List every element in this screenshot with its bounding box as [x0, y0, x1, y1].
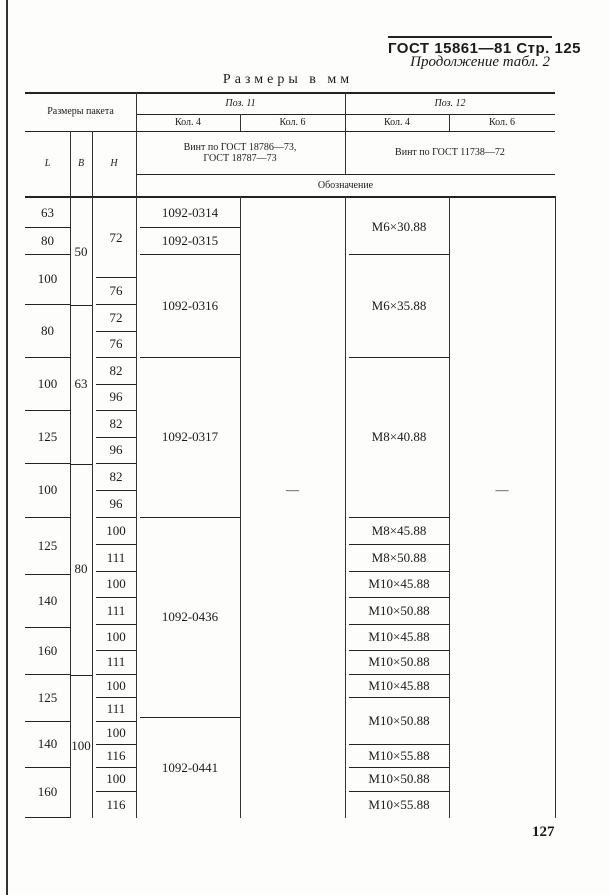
- L-value: 160: [25, 768, 70, 818]
- screw-value: M10×55.88: [349, 745, 449, 768]
- H-value: 76: [96, 278, 136, 305]
- empty-dash: —: [495, 481, 509, 497]
- qty6-header: Кол. 6: [279, 117, 306, 128]
- column-divider: [345, 196, 346, 818]
- pos11-header: Поз. 11: [225, 97, 256, 109]
- L-value: 80: [25, 305, 70, 358]
- screw-spec-header: Винт по ГОСТ 11738—72: [395, 147, 505, 158]
- B-value: 100: [71, 738, 91, 754]
- screw-value: M10×55.88: [368, 796, 430, 812]
- H-value: 82: [96, 411, 136, 438]
- L-value: 125: [25, 411, 70, 464]
- H-value: 72: [96, 200, 136, 278]
- designation-value: 1092-0436: [140, 518, 240, 718]
- L-value: 160: [25, 628, 70, 675]
- L-value: 140: [25, 722, 70, 768]
- L-value: 63: [25, 200, 70, 228]
- H-value: 116: [96, 745, 136, 768]
- H-value: 100: [96, 572, 136, 598]
- column-divider: [92, 131, 93, 818]
- empty-dash: —: [286, 481, 299, 497]
- header-rule: [388, 36, 552, 38]
- H-value: 100: [96, 768, 136, 792]
- H-header: H: [110, 158, 118, 169]
- standard-header: ГОСТ 15861—81 Стр. 125: [388, 40, 582, 57]
- L-header: L: [44, 158, 51, 169]
- screw-value: M10×45.88: [349, 675, 449, 698]
- column-divider: [136, 92, 137, 818]
- designation-value: 1092-0316: [140, 255, 240, 358]
- screw-value: M10×45.88: [349, 625, 449, 651]
- B-value: 63: [74, 376, 88, 392]
- H-value: 72: [96, 305, 136, 332]
- H-value: 100: [96, 722, 136, 745]
- H-value: 116: [106, 796, 126, 812]
- qty6-header: Кол. 6: [488, 117, 516, 128]
- designation-value: 1092-0441: [161, 759, 219, 775]
- designation-value: 1092-0317: [140, 358, 240, 518]
- designation-value: 1092-0314: [140, 200, 240, 228]
- screw-value: M10×50.88: [349, 768, 449, 792]
- L-value: 100: [25, 464, 70, 518]
- H-value: 100: [96, 518, 136, 545]
- header-bottom-rule: [25, 196, 555, 198]
- screw-value: M8×40.88: [349, 358, 449, 518]
- H-value: 96: [96, 438, 136, 464]
- L-value: 125: [25, 675, 70, 722]
- L-value: 80: [25, 228, 70, 255]
- units-caption: Размеры в мм: [222, 72, 354, 87]
- H-value: 111: [96, 545, 136, 572]
- H-value: 100: [96, 625, 136, 651]
- B-value: 80: [74, 561, 88, 577]
- H-value: 96: [96, 385, 136, 411]
- H-value: 111: [96, 598, 136, 625]
- screw-value: M6×30.88: [349, 200, 449, 255]
- L-value: 100: [25, 358, 70, 411]
- H-value: 111: [96, 698, 136, 722]
- column-divider: [555, 196, 556, 818]
- H-value: 82: [96, 358, 136, 385]
- screw-value: M10×50.88: [349, 651, 449, 675]
- L-value: 140: [25, 575, 70, 628]
- screw-value: M6×35.88: [349, 255, 449, 358]
- screw-value: M8×45.88: [349, 518, 449, 545]
- H-value: 82: [96, 464, 136, 491]
- designation-value: 1092-0315: [140, 228, 240, 255]
- H-value: 76: [96, 332, 136, 358]
- B-header: B: [77, 158, 85, 169]
- screw-value: M10×45.88: [349, 572, 449, 598]
- L-value: 125: [25, 518, 70, 575]
- screw-value: M8×50.88: [349, 545, 449, 572]
- L-value: 100: [25, 255, 70, 305]
- qty4-header: Кол. 4: [383, 117, 411, 128]
- pos12-header: Поз. 12: [434, 97, 466, 109]
- qty4-header: Кол. 4: [174, 117, 202, 128]
- screw-value: M10×50.88: [349, 698, 449, 745]
- screw-spec-header: Винт по ГОСТ 18786—73, ГОСТ 18787—73: [183, 141, 297, 164]
- screw-value: M10×50.88: [349, 598, 449, 625]
- H-value: 96: [96, 491, 136, 518]
- package-sizes-header: Размеры пакета: [47, 106, 114, 117]
- H-value: 111: [96, 651, 136, 675]
- B-value: 50: [74, 244, 88, 260]
- designation-header: Обозначение: [317, 179, 374, 191]
- table-continuation: Продолжение табл. 2: [410, 54, 550, 70]
- page-number: 127: [532, 824, 555, 840]
- H-value: 100: [96, 675, 136, 698]
- scan-edge: [6, 0, 8, 895]
